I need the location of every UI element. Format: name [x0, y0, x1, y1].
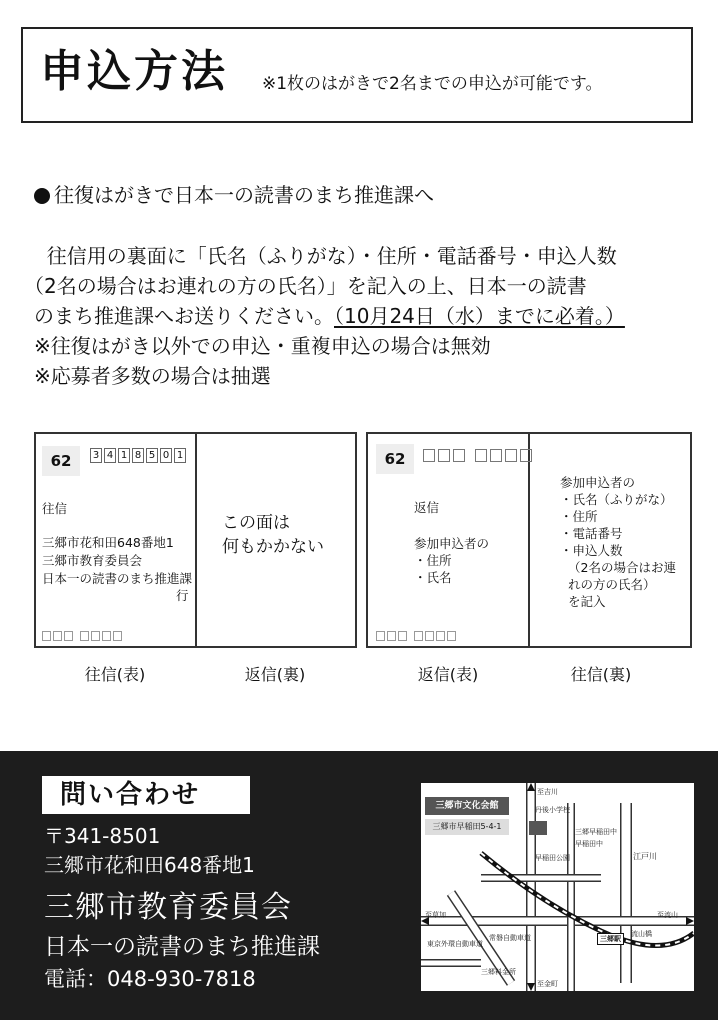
map-label: 至流山: [657, 911, 678, 919]
caption: 往信(表): [84, 665, 146, 684]
card1-line: 三郷市花和田648番地1: [42, 535, 174, 550]
contact-org: 三郷市教育委員会: [44, 890, 292, 925]
map-label: 常磐自動車道: [489, 934, 531, 942]
body-line-1: [34, 241, 617, 271]
map-label: 至草加: [425, 911, 446, 919]
stamp-box: [42, 446, 80, 476]
blank-note-line: この面は: [222, 513, 290, 533]
card1-line: 往信: [42, 501, 68, 516]
postcard-divider: [195, 432, 197, 648]
zip-digit: 1: [118, 448, 130, 463]
card1-line: 日本一の読書のまち推進課: [42, 571, 193, 586]
bullet-dot-icon: [34, 188, 50, 204]
map-label: 三郷駅: [597, 933, 624, 945]
deadline-text: （10月24日（水）までに必着。）: [334, 304, 625, 328]
contact-dept: 日本一の読書のまち推進課: [44, 934, 320, 960]
map-label: 丹後小学校: [535, 806, 570, 814]
zip-boxes: [423, 449, 532, 462]
access-map: [421, 783, 694, 991]
map-label: 江戸川: [633, 852, 657, 861]
back-line: ・申込人数: [560, 543, 623, 558]
map-label: 三郷料金所: [481, 968, 516, 976]
contact-label: 問い合わせ: [42, 776, 250, 814]
title-note: ※1枚のはがきで2名までの申込が可能です。: [262, 74, 603, 94]
contact-phone: 電話：048-930-7818: [44, 967, 256, 991]
body-line-3a: のまち推進課へお送りください。: [34, 304, 334, 328]
map-label: 至吉川: [537, 788, 558, 796]
zip-digit: 8: [132, 448, 144, 463]
sender-zip-boxes: [376, 631, 456, 641]
back-line: （2名の場合はお連: [568, 560, 676, 575]
caption: 返信(表): [417, 665, 479, 684]
card2-line: 返信: [414, 500, 440, 515]
zip-digit: 3: [90, 448, 102, 463]
caption: 往信(裏): [570, 665, 632, 684]
map-label: 東京外環自動車道: [427, 940, 483, 948]
page-title: 申込方法: [40, 46, 228, 97]
caption: 返信(裏): [244, 665, 306, 684]
map-venue-address: 三郷市早稲田5-4-1: [425, 819, 509, 835]
body-line-3: [34, 301, 625, 331]
card1-line: 行: [176, 588, 189, 603]
blank-note-line: 何もかかない: [222, 537, 324, 557]
body-line-5: ※応募者多数の場合は抽選: [34, 364, 271, 388]
venue-marker: [529, 821, 547, 835]
sender-zip-boxes: [42, 631, 122, 641]
bullet-heading: [34, 180, 434, 210]
card1-line: 三郷市教育委員会: [42, 553, 143, 568]
bullet-text: 往復はがきで日本一の読書のまち推進課へ: [54, 183, 434, 207]
card2-line: 参加申込者の: [414, 536, 490, 551]
back-line: を記入: [568, 594, 606, 609]
back-line: れの方の氏名）: [568, 577, 656, 592]
map-venue-title: 三郷市文化会館: [425, 797, 509, 815]
contact-address: 三郷市花和田648番地1: [44, 853, 255, 877]
postcard-divider: [528, 432, 530, 648]
map-label: 三郷早稲田中: [575, 828, 617, 836]
zip-digit: 4: [104, 448, 116, 463]
map-label: 流山橋: [631, 930, 652, 938]
map-label: 早稲田中: [575, 840, 603, 848]
back-line: ・住所: [560, 509, 598, 524]
zip-digit: 5: [146, 448, 158, 463]
stamp-number: 62: [384, 450, 406, 468]
zip-digit: 1: [174, 448, 186, 463]
body-line-2: （2名の場合はお連れの方の氏名）」を記入の上、日本一の読書: [24, 274, 587, 298]
body-line-1-text: 往信用の裏面に「氏名（ふりがな）・住所・電話番号・申込人数: [46, 244, 617, 268]
map-label: 早稲田公園: [535, 854, 570, 862]
card2-line: ・氏名: [414, 570, 452, 585]
map-label: 至金町: [537, 980, 558, 988]
contact-zip: 〒341-8501: [44, 824, 161, 848]
back-line: ・氏名（ふりがな）: [560, 492, 673, 507]
back-line: 参加申込者の: [560, 475, 636, 490]
body-line-4: ※往復はがき以外での申込・重複申込の場合は無効: [34, 334, 491, 358]
back-line: ・電話番号: [560, 526, 623, 541]
zip-digit: 0: [160, 448, 172, 463]
card2-line: ・住所: [414, 553, 452, 568]
stamp-box: [376, 444, 414, 474]
zip-boxes: [90, 448, 186, 463]
stamp-number: 62: [50, 452, 72, 470]
card2-back-text: [560, 474, 676, 610]
blank-side-note: [222, 511, 324, 559]
